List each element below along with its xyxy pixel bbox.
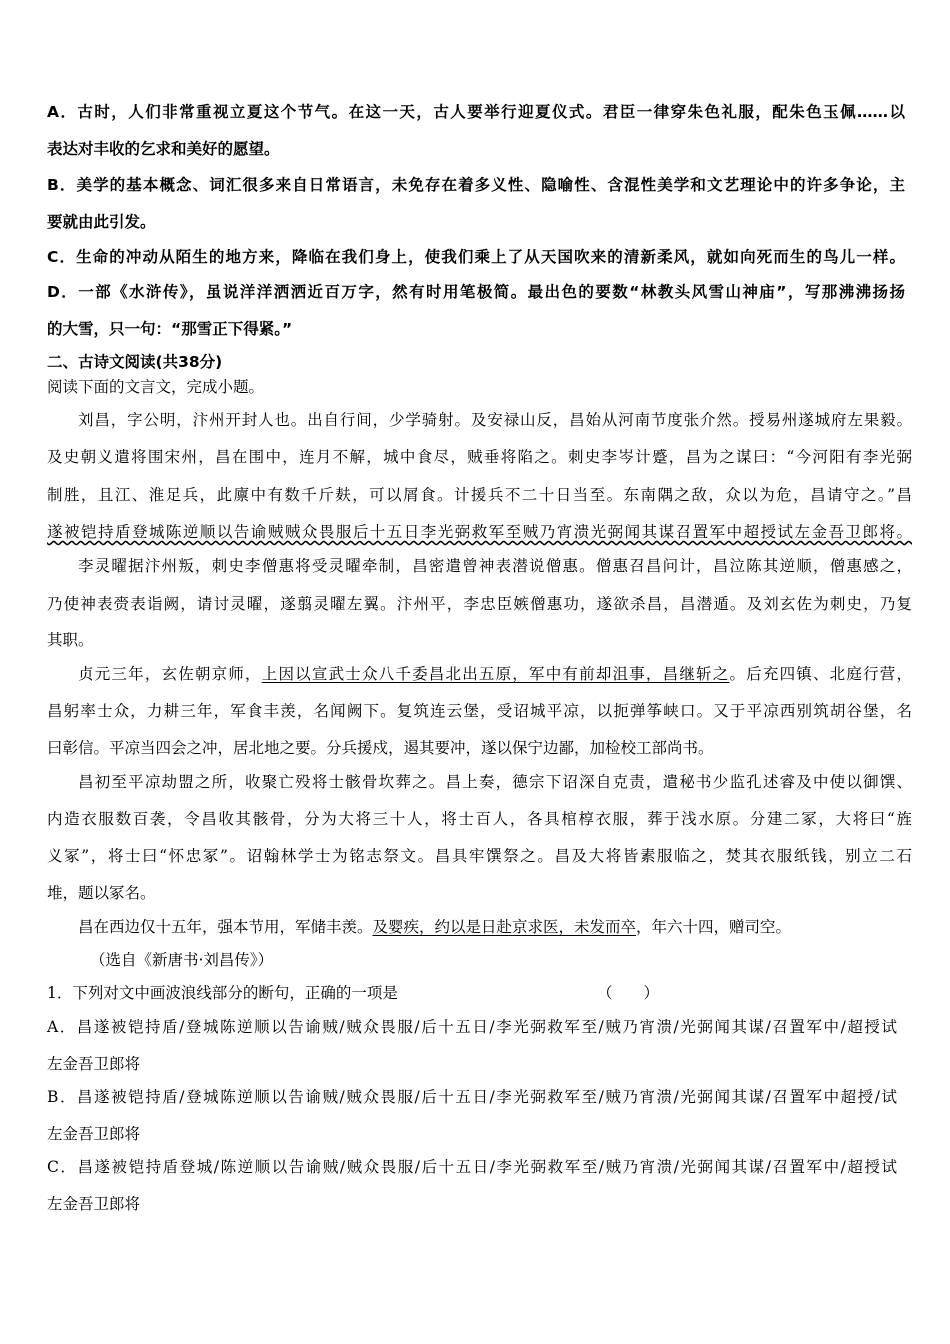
option-a-line-2: 表达对丰收的乞求和美好的愿望。 (47, 140, 280, 158)
section-instruction: 阅读下面的文言文，完成小题。 (47, 378, 265, 396)
passage-p4-line-1: 昌初至平凉劫盟之所，收聚亡殁将士骸骨坎葬之。昌上奏，德宗下诏深自克责，遣秘书少监孔述睿及中使以御馔、 (78, 773, 912, 791)
option-d-line-2: 的大雪，只一句：“那雪正下得紧。” (47, 320, 293, 338)
section-heading: 二、古诗文阅读(共38分) (47, 353, 223, 371)
question-1-option-a-line-2[interactable]: 左金吾卫郎将 (47, 1055, 141, 1073)
passage-p1-line-2: 及史朝义遣将围宋州，昌在围中，连月不解，城中食尽，贼垂将陷之。刺史李岑计蹙，昌为之谋曰：“今河阳有李光弼 (47, 448, 912, 466)
passage-p1-line-4-wavy: 遂被铠持盾登城陈逆顺以告谕贼贼众畏服后十五日李光弼救军至贼乃宵溃光弼闻其谋召置军中超授试左金吾卫郎将。 (47, 523, 912, 541)
passage-p5-text-b: ，年六十四，赠司空。 (636, 918, 792, 936)
passage-p3-line-2: 昌躬率士众，力耕三年，军食丰羡，名闻阙下。复筑连云堡，受诏城平凉，以扼弹筝峡口。又于平凉西别筑胡谷堡，名 (47, 702, 912, 720)
passage-p2-line-1: 李灵曜据汴州叛，刺史李僧惠将受灵曜牵制，昌密遣曾神表潜说僧惠。僧惠召昌问计，昌泣陈其逆顺，僧惠感之， (78, 557, 912, 575)
option-a-line-1: A．古时，人们非常重视立夏这个节气。在这一天，古人要举行迎夏仪式。君臣一律穿朱色礼服，配朱色玉佩……以 (47, 103, 905, 121)
question-1-option-a-line-1[interactable]: A．昌遂被铠持盾/登城陈逆顺以告谕贼/贼众畏服/后十五日/李光弼救军至/贼乃宵溃/光弼闻其谋/召置军中/超授试 (47, 1018, 897, 1036)
question-1-stem: 1．下列对文中画波浪线部分的断句，正确的一项是 (47, 984, 398, 1002)
passage-p1-line-3: 制胜，且江、淮足兵，此廪中有数千斤麸，可以屑食。计援兵不二十日当至。东南隅之敌，众以为危，昌请守之。”昌 (47, 486, 912, 504)
passage-source: （选自《新唐书·刘昌传》） (90, 951, 274, 969)
passage-p2-line-3: 其职。 (47, 631, 94, 649)
passage-p1-line-1: 刘昌，字公明，汴州开封人也。出自行间，少学骑射。及安禄山反，昌始从河南节度张介然。授易州遂城府左果毅。 (78, 411, 912, 429)
question-1-option-b-line-2[interactable]: 左金吾卫郎将 (47, 1125, 141, 1143)
option-c-line-1: C．生命的冲动从陌生的地方来，降临在我们身上，使我们乘上了从天国吹来的清新柔风，就如向死而生的鸟儿一样。 (47, 248, 905, 266)
question-1-option-c-line-2[interactable]: 左金吾卫郎将 (47, 1195, 141, 1213)
passage-p5-underlined: 及婴疾，约以是日赴京求医，未发而卒 (372, 918, 637, 936)
passage-p3-text-b: 。后充四镇、北庭行营， (729, 665, 912, 683)
passage-p3-text-a: 贞元三年，玄佐朝京师， (78, 665, 262, 683)
passage-p3-underlined: 上因以宣武士众八千委昌北出五原，军中有前却沮事，昌继斩之 (261, 665, 730, 683)
option-b-line-2: 要就由此引发。 (47, 213, 156, 231)
passage-p2-line-2: 乃使神表赍表诣阙，请讨灵曜，遂翦灵曜左翼。汴州平，李忠臣嫉僧惠功，遂欲杀昌，昌潜遁。及刘玄佐为刺史，乃复 (47, 595, 912, 613)
passage-p4-line-4: 堆，题以冢名。 (47, 884, 156, 902)
question-1-answer-paren: （ ） (597, 984, 660, 1002)
passage-p5-line-1 (78, 917, 791, 937)
question-1-option-c-line-1[interactable]: C．昌遂被铠持盾登城/陈逆顺以告谕贼/贼众畏服/后十五日/李光弼救军至/贼乃宵溃/光弼闻其谋/召置军中/超授试 (47, 1158, 897, 1176)
question-1-option-b-line-1[interactable]: B．昌遂被铠持盾/登城陈逆顺以告谕贼/贼众畏服/后十五日/李光弼救军至/贼乃宵溃/光弼闻其谋/召置军中超授/试 (47, 1088, 897, 1106)
passage-p3-line-1 (78, 664, 912, 684)
passage-p5-text-a: 昌在西边仅十五年，强本节用，军储丰羡。 (78, 918, 373, 936)
passage-p3-line-3: 曰彰信。平凉当四会之冲，居北地之要。分兵援戍，遏其要冲，遂以保宁边鄙，加检校工部尚书。 (47, 739, 714, 757)
passage-p4-line-3: 义冢”，将士曰“怀忠冢”。诏翰林学士为铭志祭文。昌具牢馔祭之。昌及大将皆素服临之，焚其衣服纸钱，别立二石 (47, 847, 912, 865)
option-d-line-1: D．一部《水浒传》，虽说洋洋洒洒近百万字，然有时用笔极简。最出色的要数“林教头风雪山神庙”，写那沸沸扬扬 (47, 283, 905, 301)
passage-p4-line-2: 内造衣服数百袭，令昌收其骸骨，分为大将三十人，将士百人，各具棺椁衣服，葬于浅水原。分建二冢，大将曰“旌 (47, 810, 912, 828)
option-b-line-1: B．美学的基本概念、词汇很多来自日常语言，未免存在着多义性、隐喻性、含混性美学和文艺理论中的许多争论，主 (47, 176, 905, 194)
